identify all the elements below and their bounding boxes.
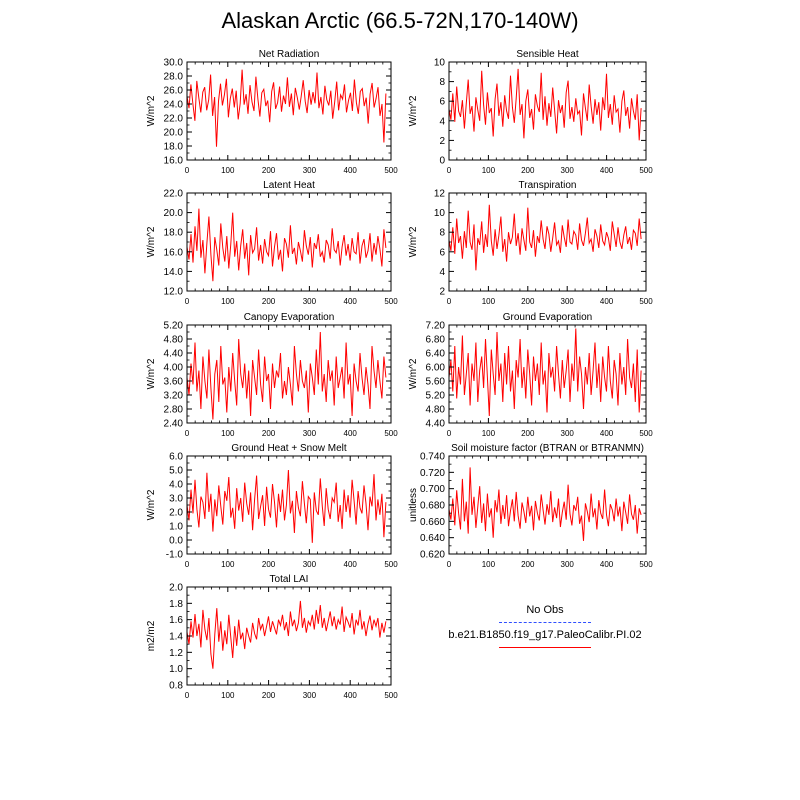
y-tick-label: 18.0 bbox=[163, 141, 183, 153]
x-tick-label: 0 bbox=[446, 429, 452, 438]
x-tick-label: 0 bbox=[446, 166, 452, 175]
y-tick-label: 22.0 bbox=[163, 188, 183, 200]
y-tick-label: 0.0 bbox=[169, 535, 183, 547]
y-tick-label: 0 bbox=[439, 155, 445, 167]
y-tick-label: 16.0 bbox=[163, 155, 183, 167]
y-tick-label: 3.0 bbox=[169, 493, 183, 505]
x-tick-label: 100 bbox=[221, 429, 235, 438]
x-tick-label: 500 bbox=[384, 560, 398, 569]
y-tick-label: 18.0 bbox=[163, 227, 183, 239]
x-tick-label: 100 bbox=[481, 429, 496, 438]
plot-frame bbox=[187, 587, 391, 685]
y-tick-label: 0.740 bbox=[419, 451, 445, 463]
chart-title: Total LAI bbox=[269, 574, 309, 585]
x-tick-label: 500 bbox=[384, 429, 398, 438]
y-tick-label: 7.20 bbox=[425, 320, 445, 332]
x-tick-label: 500 bbox=[384, 297, 398, 306]
x-tick-label: 500 bbox=[639, 297, 653, 306]
y-tick-label: 4 bbox=[439, 116, 445, 128]
chart-panel bbox=[146, 180, 398, 306]
y-tick-label: 6.00 bbox=[425, 362, 445, 374]
chart-panel bbox=[146, 443, 398, 569]
legend-model-line bbox=[499, 647, 591, 648]
y-tick-label: 30.0 bbox=[163, 57, 183, 69]
x-tick-label: 300 bbox=[302, 297, 317, 306]
y-tick-label: 0.720 bbox=[419, 467, 445, 479]
x-tick-label: 300 bbox=[560, 560, 574, 569]
y-tick-label: 6 bbox=[439, 96, 445, 108]
x-tick-label: 100 bbox=[481, 560, 496, 569]
y-tick-label: 14.0 bbox=[163, 266, 183, 278]
x-tick-label: 200 bbox=[521, 297, 535, 306]
y-tick-label: 6.40 bbox=[425, 348, 445, 360]
y-tick-label: 26.0 bbox=[163, 85, 183, 97]
series-line bbox=[187, 470, 386, 543]
x-tick-label: 100 bbox=[481, 166, 496, 175]
legend-obs-line bbox=[499, 622, 591, 623]
y-tick-label: -1.0 bbox=[165, 549, 183, 561]
x-tick-label: 400 bbox=[599, 297, 614, 306]
x-tick-label: 300 bbox=[302, 166, 317, 175]
y-tick-label: 10 bbox=[433, 208, 445, 220]
y-tick-label: 2 bbox=[439, 286, 445, 298]
x-tick-label: 400 bbox=[343, 691, 357, 700]
series-line bbox=[449, 69, 641, 140]
x-tick-label: 500 bbox=[639, 560, 653, 569]
y-tick-label: 4 bbox=[439, 266, 445, 278]
x-tick-label: 200 bbox=[261, 560, 276, 569]
chart-panel bbox=[146, 574, 398, 700]
x-tick-label: 100 bbox=[481, 297, 496, 306]
y-tick-label: 12 bbox=[433, 188, 445, 200]
x-tick-label: 0 bbox=[184, 297, 190, 306]
y-tick-label: 5.0 bbox=[169, 465, 183, 477]
y-tick-label: 6.0 bbox=[169, 451, 183, 463]
x-tick-label: 400 bbox=[599, 560, 614, 569]
x-tick-label: 300 bbox=[302, 429, 317, 438]
series-line bbox=[449, 329, 641, 417]
y-tick-label: 2.0 bbox=[169, 507, 183, 519]
chart-title: Ground Heat + Snow Melt bbox=[231, 443, 347, 454]
x-tick-label: 500 bbox=[639, 166, 653, 175]
y-tick-label: 20.0 bbox=[163, 208, 183, 220]
x-tick-label: 0 bbox=[446, 297, 452, 306]
y-tick-label: 1.0 bbox=[169, 521, 183, 533]
chart-title: Transpiration bbox=[518, 180, 577, 191]
x-tick-label: 500 bbox=[384, 691, 398, 700]
y-tick-label: 8 bbox=[439, 77, 445, 89]
x-tick-label: 100 bbox=[221, 166, 235, 175]
chart-title: Sensible Heat bbox=[516, 49, 579, 60]
y-tick-label: 28.0 bbox=[163, 71, 183, 83]
x-tick-label: 400 bbox=[343, 429, 357, 438]
y-axis-label: W/m^2 bbox=[146, 95, 157, 127]
legend-model-label: b.e21.B1850.f19_g17.PaleoCalibr.PI.02 bbox=[448, 629, 642, 641]
x-tick-label: 200 bbox=[261, 429, 276, 438]
legend-obs-label: No Obs bbox=[526, 604, 564, 616]
series-line bbox=[187, 209, 386, 282]
y-axis-label: m2/m2 bbox=[146, 620, 157, 652]
y-tick-label: 1.4 bbox=[169, 631, 183, 643]
y-axis-label: W/m^2 bbox=[146, 358, 157, 390]
x-tick-label: 100 bbox=[221, 560, 235, 569]
y-tick-label: 20.0 bbox=[163, 127, 183, 139]
y-tick-label: 5.20 bbox=[163, 320, 183, 332]
x-tick-label: 300 bbox=[302, 691, 317, 700]
series-line bbox=[449, 467, 641, 541]
y-axis-label: W/m^2 bbox=[408, 358, 419, 390]
x-tick-label: 200 bbox=[521, 166, 535, 175]
y-tick-label: 4.00 bbox=[163, 362, 183, 374]
y-tick-label: 1.0 bbox=[169, 664, 183, 676]
chart-title: Canopy Evaporation bbox=[243, 312, 335, 323]
y-tick-label: 0.620 bbox=[419, 549, 445, 561]
x-tick-label: 400 bbox=[343, 560, 357, 569]
series-line bbox=[187, 70, 386, 147]
y-tick-label: 12.0 bbox=[163, 286, 183, 298]
y-tick-label: 10 bbox=[433, 57, 445, 69]
x-tick-label: 500 bbox=[639, 429, 653, 438]
y-tick-label: 4.80 bbox=[425, 404, 445, 416]
y-axis-label: W/m^2 bbox=[146, 226, 157, 258]
x-tick-label: 0 bbox=[446, 560, 452, 569]
chart-panel bbox=[146, 312, 398, 438]
y-tick-label: 0.640 bbox=[419, 533, 445, 545]
y-tick-label: 6 bbox=[439, 247, 445, 259]
legend bbox=[400, 604, 690, 654]
x-tick-label: 300 bbox=[560, 297, 574, 306]
y-tick-label: 1.6 bbox=[169, 615, 183, 627]
y-axis-label: W/m^2 bbox=[408, 95, 419, 127]
y-tick-label: 3.60 bbox=[163, 376, 183, 388]
x-tick-label: 100 bbox=[221, 691, 235, 700]
main-title: Alaskan Arctic (66.5-72N,170-140W) bbox=[221, 8, 579, 33]
y-tick-label: 2.40 bbox=[163, 418, 183, 430]
y-tick-label: 5.60 bbox=[425, 376, 445, 388]
x-tick-label: 300 bbox=[560, 429, 574, 438]
chart-panel bbox=[146, 49, 398, 175]
x-tick-label: 300 bbox=[560, 166, 574, 175]
chart-panel bbox=[408, 443, 653, 569]
y-tick-label: 6.80 bbox=[425, 334, 445, 346]
chart-panel bbox=[408, 180, 653, 306]
x-tick-label: 400 bbox=[343, 297, 357, 306]
series-line bbox=[187, 601, 386, 669]
y-tick-label: 2 bbox=[439, 135, 445, 147]
x-tick-label: 200 bbox=[261, 297, 276, 306]
x-tick-label: 300 bbox=[302, 560, 317, 569]
y-tick-label: 8 bbox=[439, 227, 445, 239]
y-tick-label: 4.80 bbox=[163, 334, 183, 346]
y-axis-label: unitless bbox=[408, 488, 419, 522]
series-line bbox=[449, 205, 641, 271]
y-axis-label: W/m^2 bbox=[408, 226, 419, 258]
y-axis-label: W/m^2 bbox=[146, 489, 157, 521]
chart-panel bbox=[408, 49, 653, 175]
y-tick-label: 5.20 bbox=[425, 390, 445, 402]
y-tick-label: 3.20 bbox=[163, 390, 183, 402]
y-tick-label: 4.40 bbox=[425, 418, 445, 430]
y-tick-label: 0.680 bbox=[419, 500, 445, 512]
y-tick-label: 16.0 bbox=[163, 247, 183, 259]
y-tick-label: 2.0 bbox=[169, 582, 183, 594]
chart-title: Soil moisture factor (BTRAN or BTRANMN) bbox=[451, 443, 644, 454]
series-line bbox=[187, 332, 386, 420]
x-tick-label: 200 bbox=[261, 691, 276, 700]
y-tick-label: 1.8 bbox=[169, 598, 183, 610]
y-tick-label: 24.0 bbox=[163, 99, 183, 111]
chart-panel bbox=[408, 312, 653, 438]
x-tick-label: 200 bbox=[521, 560, 535, 569]
x-tick-label: 0 bbox=[184, 691, 190, 700]
x-tick-label: 0 bbox=[184, 429, 190, 438]
y-tick-label: 0.660 bbox=[419, 516, 445, 528]
y-tick-label: 1.2 bbox=[169, 647, 183, 659]
chart-title: Ground Evaporation bbox=[502, 312, 593, 323]
x-tick-label: 100 bbox=[221, 297, 235, 306]
x-tick-label: 400 bbox=[343, 166, 357, 175]
x-tick-label: 500 bbox=[384, 166, 398, 175]
x-tick-label: 400 bbox=[599, 429, 614, 438]
chart-title: Net Radiation bbox=[258, 49, 320, 60]
x-tick-label: 200 bbox=[521, 429, 535, 438]
x-tick-label: 0 bbox=[184, 166, 190, 175]
y-tick-label: 2.80 bbox=[163, 404, 183, 416]
y-tick-label: 22.0 bbox=[163, 113, 183, 125]
x-tick-label: 200 bbox=[261, 166, 276, 175]
y-tick-label: 4.0 bbox=[169, 479, 183, 491]
x-tick-label: 400 bbox=[599, 166, 614, 175]
y-tick-label: 0.8 bbox=[169, 680, 183, 692]
chart-title: Latent Heat bbox=[263, 180, 315, 191]
y-tick-label: 4.40 bbox=[163, 348, 183, 360]
x-tick-label: 0 bbox=[184, 560, 190, 569]
y-tick-label: 0.700 bbox=[419, 484, 445, 496]
